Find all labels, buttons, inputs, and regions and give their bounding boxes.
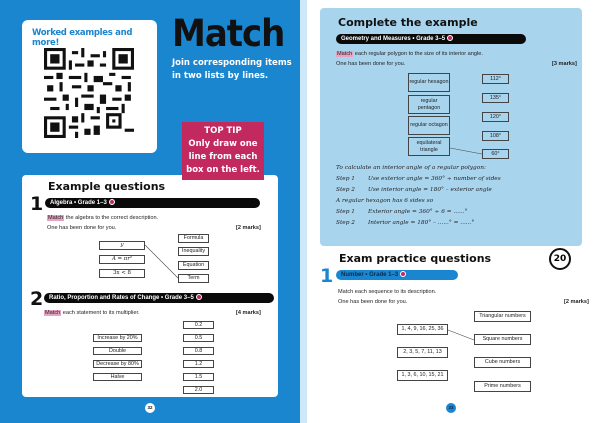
match-right-box[interactable]: Cube numbers <box>474 357 531 368</box>
page-number: 32 <box>145 403 155 413</box>
match-right-box[interactable]: Prime numbers <box>474 381 531 392</box>
topic-bar <box>336 270 458 280</box>
topic-label: Number • Grade 1–3 <box>341 272 399 278</box>
match-right-box[interactable]: Equation <box>178 261 209 270</box>
match-left-box[interactable]: A = πr² <box>99 255 145 264</box>
section-heading: Complete the example <box>338 16 478 29</box>
match-right-box[interactable]: 0.2 <box>183 321 214 329</box>
match-left-box[interactable]: regular pentagon <box>408 95 450 114</box>
match-left-box[interactable]: Double <box>93 347 142 355</box>
match-right-box[interactable]: 1.5 <box>183 373 214 381</box>
instruction: Match the algebra to the correct description. <box>48 215 159 221</box>
match-right-box[interactable]: Inequality <box>178 247 209 256</box>
instruction: Match each sequence to its description. <box>338 289 437 295</box>
match-left-box[interactable]: Halve <box>93 373 142 381</box>
topic-label: Algebra • Grade 1–3 <box>50 200 107 206</box>
marks: [3 marks] <box>552 61 577 67</box>
grade-icon <box>400 271 406 277</box>
complete-example-card <box>320 8 582 246</box>
marks: [2 marks] <box>564 299 589 305</box>
match-left-box[interactable]: 1, 4, 9, 16, 25, 36 <box>397 324 448 335</box>
grade-icon <box>109 199 115 205</box>
grade-icon <box>447 35 453 41</box>
instruction-note: One has been done for you. <box>338 299 408 305</box>
qr-code-icon[interactable] <box>44 48 134 138</box>
match-left-box[interactable]: Increase by 20% <box>93 334 142 342</box>
right-page <box>300 0 600 423</box>
match-left-box[interactable]: y <box>99 241 145 250</box>
match-left-box[interactable]: 2, 3, 5, 7, 11, 13 <box>397 347 448 358</box>
instruction: Match each statement to its multiplier. <box>45 310 140 316</box>
keyword-highlight: Match <box>337 51 353 57</box>
topic-bar <box>45 198 260 208</box>
match-left-box[interactable]: Decrease by 80% <box>93 360 142 368</box>
exam-heading: Exam practice questions <box>339 252 492 265</box>
match-right-box[interactable]: 112° <box>482 74 509 84</box>
grade-icon <box>196 294 202 300</box>
page-title: Match <box>172 12 285 56</box>
match-right-box[interactable]: 1.2 <box>183 360 214 368</box>
match-right-box[interactable]: Square numbers <box>474 334 531 345</box>
match-left-box[interactable]: regular hexagon <box>408 73 450 92</box>
keyword-highlight: Match <box>45 310 61 316</box>
marks: [4 marks] <box>236 310 261 316</box>
match-right-box[interactable]: Term <box>178 274 209 283</box>
match-left-box[interactable]: equilateral triangle <box>408 137 450 156</box>
match-right-box[interactable]: 135° <box>482 93 509 103</box>
instruction-note: One has been done for you. <box>336 61 406 67</box>
match-left-box[interactable]: regular octagon <box>408 116 450 135</box>
question-number: 2 <box>30 288 44 310</box>
match-right-box[interactable]: Formula <box>178 234 209 243</box>
qr-card <box>22 20 157 153</box>
example-questions-card <box>22 175 278 397</box>
match-right-box[interactable]: 2.0 <box>183 386 214 394</box>
match-right-box[interactable]: 0.5 <box>183 334 214 342</box>
match-left-box[interactable]: 1, 3, 6, 10, 15, 21 <box>397 370 448 381</box>
section-heading: Example questions <box>48 180 166 193</box>
instruction: Match each regular polygon to the size of its interior angle. <box>337 51 483 57</box>
question-number: 1 <box>30 193 44 215</box>
qr-title: Worked examples and more! <box>32 28 133 48</box>
match-right-box[interactable]: 0.8 <box>183 347 214 355</box>
topic-label: Geometry and Measures • Grade 3–5 <box>341 36 446 42</box>
match-line <box>22 175 278 397</box>
page-edge <box>300 0 307 423</box>
method-steps: To calculate an interior angle of a regular polygon: Step 1 Use exterior angle = 360° ÷ number of sides Step 2 Use interior angle = 180° – exterior angle A regular hexagon has 6 sides so Step 1 Exterior angle = 360° ÷ 6 = ......° Step 2 Interior angle = 180° – ......° = ......° <box>336 165 501 226</box>
match-left-box[interactable]: 3x < 8 <box>99 269 145 278</box>
match-right-box[interactable]: 108° <box>482 131 509 141</box>
match-right-box[interactable]: 60° <box>482 149 509 159</box>
keyword-highlight: Match <box>48 215 64 221</box>
match-right-box[interactable]: Triangular numbers <box>474 311 531 322</box>
topic-bar <box>336 34 526 44</box>
topic-bar <box>44 293 274 303</box>
top-tip: TOP TIP Only draw one line from each box on the left. <box>182 122 264 180</box>
question-number: 1 <box>320 265 334 287</box>
marks: [2 marks] <box>236 225 261 231</box>
page-number: 33 <box>446 403 456 413</box>
match-right-box[interactable]: 120° <box>482 112 509 122</box>
timer-icon: 20 <box>549 248 571 270</box>
topic-label: Ratio, Proportion and Rates of Change • Grade 3–5 <box>49 295 194 301</box>
page-subtitle: Join corresponding items in two lists by lines. <box>172 58 292 81</box>
instruction-note: One has been done for you. <box>47 225 117 231</box>
